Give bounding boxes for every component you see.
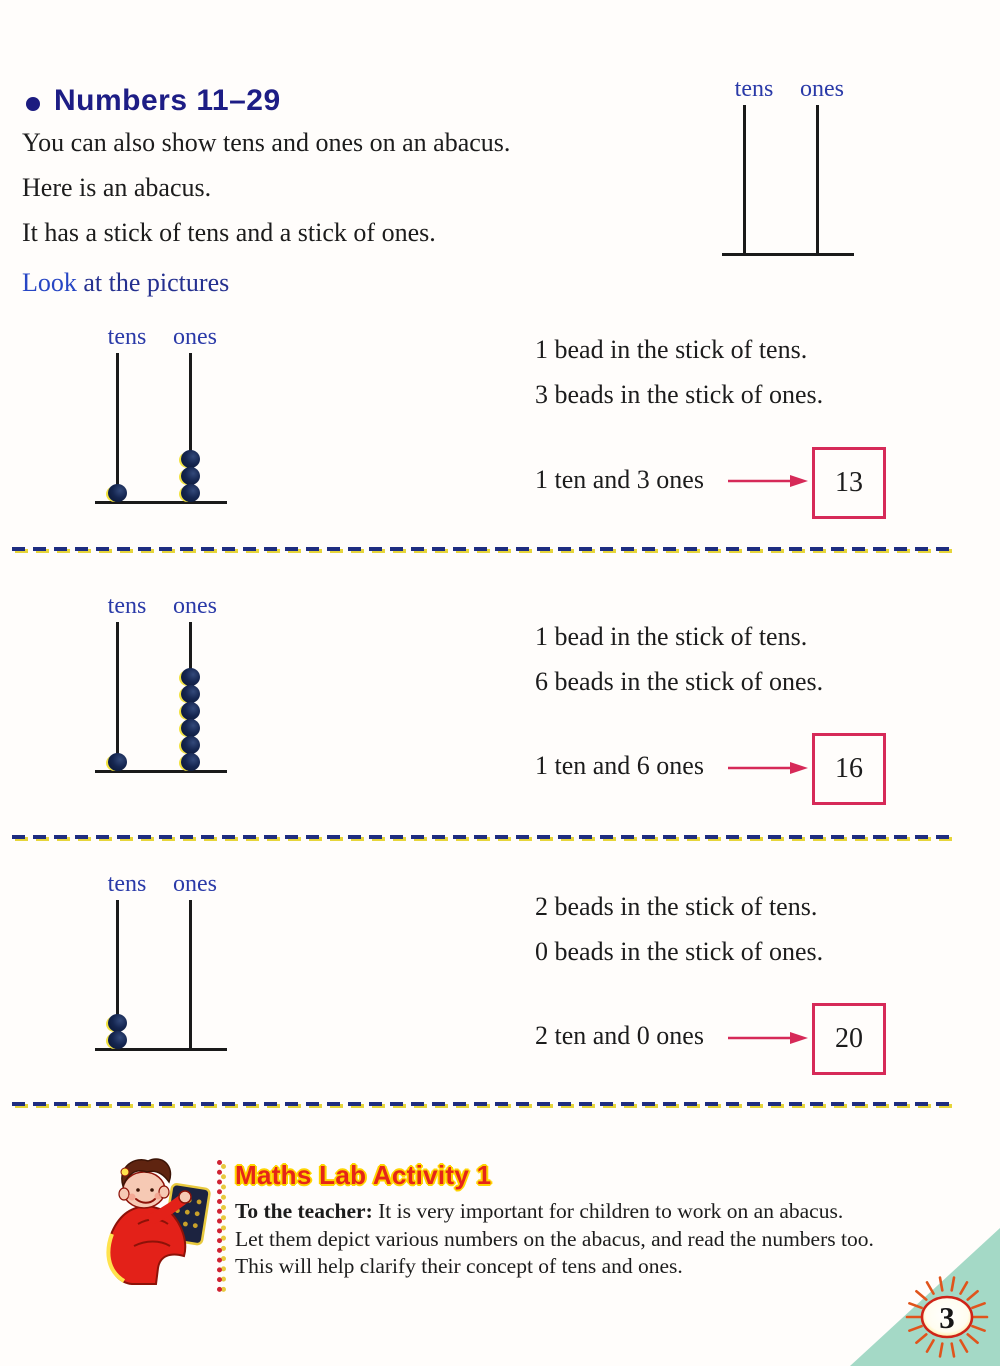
abacus-bead xyxy=(181,719,200,737)
tens-description: 1 bead in the stick of tens. xyxy=(535,622,808,651)
ones-description: 6 beads in the stick of ones. xyxy=(535,667,824,696)
teacher-rest: It is very important for children to work on an abacus. xyxy=(372,1199,844,1223)
section-heading-row xyxy=(26,84,281,118)
ones-description: 3 beads in the stick of ones. xyxy=(535,380,824,409)
abacus-bead xyxy=(181,450,200,468)
ones-description: 0 beads in the stick of ones. xyxy=(535,937,824,966)
tens-description: 1 bead in the stick of tens. xyxy=(535,335,808,364)
abacus-bead xyxy=(181,736,200,754)
abacus-bead xyxy=(181,702,200,720)
abacus-diagram-20 xyxy=(95,871,235,1057)
intro-paragraph xyxy=(22,120,510,255)
bead-description xyxy=(535,884,823,974)
page-number: 3 xyxy=(939,1300,955,1335)
abacus-base xyxy=(722,253,854,256)
ones-label: ones xyxy=(173,324,217,350)
result-box: 16 xyxy=(812,733,886,805)
tens-label: tens xyxy=(107,324,147,350)
look-word: Look xyxy=(22,268,77,297)
bead-description xyxy=(535,327,823,417)
dotted-border xyxy=(217,1160,222,1292)
ones-stick xyxy=(189,900,192,1050)
ones-beads xyxy=(181,451,200,502)
abacus-bead xyxy=(181,668,200,686)
abacus-bead xyxy=(181,753,200,771)
teacher-label: To the teacher: xyxy=(235,1199,373,1223)
abacus-bead xyxy=(108,1014,127,1032)
teacher-note-line: Let them depict various numbers on the abacus, and read the numbers too. xyxy=(235,1226,874,1251)
abacus-diagram-13 xyxy=(95,324,235,510)
ones-beads xyxy=(181,669,200,771)
look-rest: at the pictures xyxy=(76,268,230,297)
number-statement: 1 ten and 3 ones xyxy=(535,465,704,494)
teacher-note-line: This will help clarify their concept of tens and ones. xyxy=(235,1254,683,1278)
page-title: Numbers 11–29 xyxy=(54,84,281,117)
look-at-pictures-line xyxy=(22,268,229,298)
tens-beads xyxy=(108,754,127,771)
teacher-note-line xyxy=(235,1198,915,1226)
dashed-divider xyxy=(12,835,952,841)
tens-label: tens xyxy=(107,593,147,619)
page-number-sun-badge xyxy=(899,1269,995,1365)
abacus-bead xyxy=(108,1031,127,1049)
tens-beads xyxy=(108,485,127,502)
arrow-icon xyxy=(727,473,809,489)
intro-line: It has a stick of tens and a stick of ones. xyxy=(22,218,436,247)
abacus-bead xyxy=(181,484,200,502)
result-box: 20 xyxy=(812,1003,886,1075)
tens-stick xyxy=(743,105,746,255)
number-statement: 2 ten and 0 ones xyxy=(535,1021,704,1050)
intro-abacus-diagram xyxy=(722,76,862,262)
arrow-icon xyxy=(727,1030,809,1046)
tens-description: 2 beads in the stick of tens. xyxy=(535,892,818,921)
ones-stick xyxy=(816,105,819,255)
abacus-diagram-16 xyxy=(95,593,235,779)
tens-beads xyxy=(108,1015,127,1049)
ones-label: ones xyxy=(173,871,217,897)
abacus-bead xyxy=(108,484,127,502)
bead-description xyxy=(535,614,823,704)
tens-stick xyxy=(116,622,119,772)
abacus-bead xyxy=(108,753,127,771)
child-with-abacus-illustration xyxy=(98,1154,218,1288)
number-statement: 1 ten and 6 ones xyxy=(535,751,704,780)
tens-label: tens xyxy=(734,76,774,102)
result-box: 13 xyxy=(812,447,886,519)
tens-label: tens xyxy=(107,871,147,897)
activity-title: Maths Lab Activity 1 xyxy=(235,1160,492,1190)
dashed-divider xyxy=(12,1102,952,1108)
abacus-bead xyxy=(181,467,200,485)
intro-line: You can also show tens and ones on an abacus. xyxy=(22,128,511,157)
bullet-icon xyxy=(26,97,40,111)
ones-label: ones xyxy=(800,76,844,102)
arrow-icon xyxy=(727,760,809,776)
ones-label: ones xyxy=(173,593,217,619)
intro-line: Here is an abacus. xyxy=(22,173,212,202)
abacus-bead xyxy=(181,685,200,703)
dashed-divider xyxy=(12,547,952,553)
tens-stick xyxy=(116,353,119,503)
teacher-note xyxy=(235,1198,915,1281)
